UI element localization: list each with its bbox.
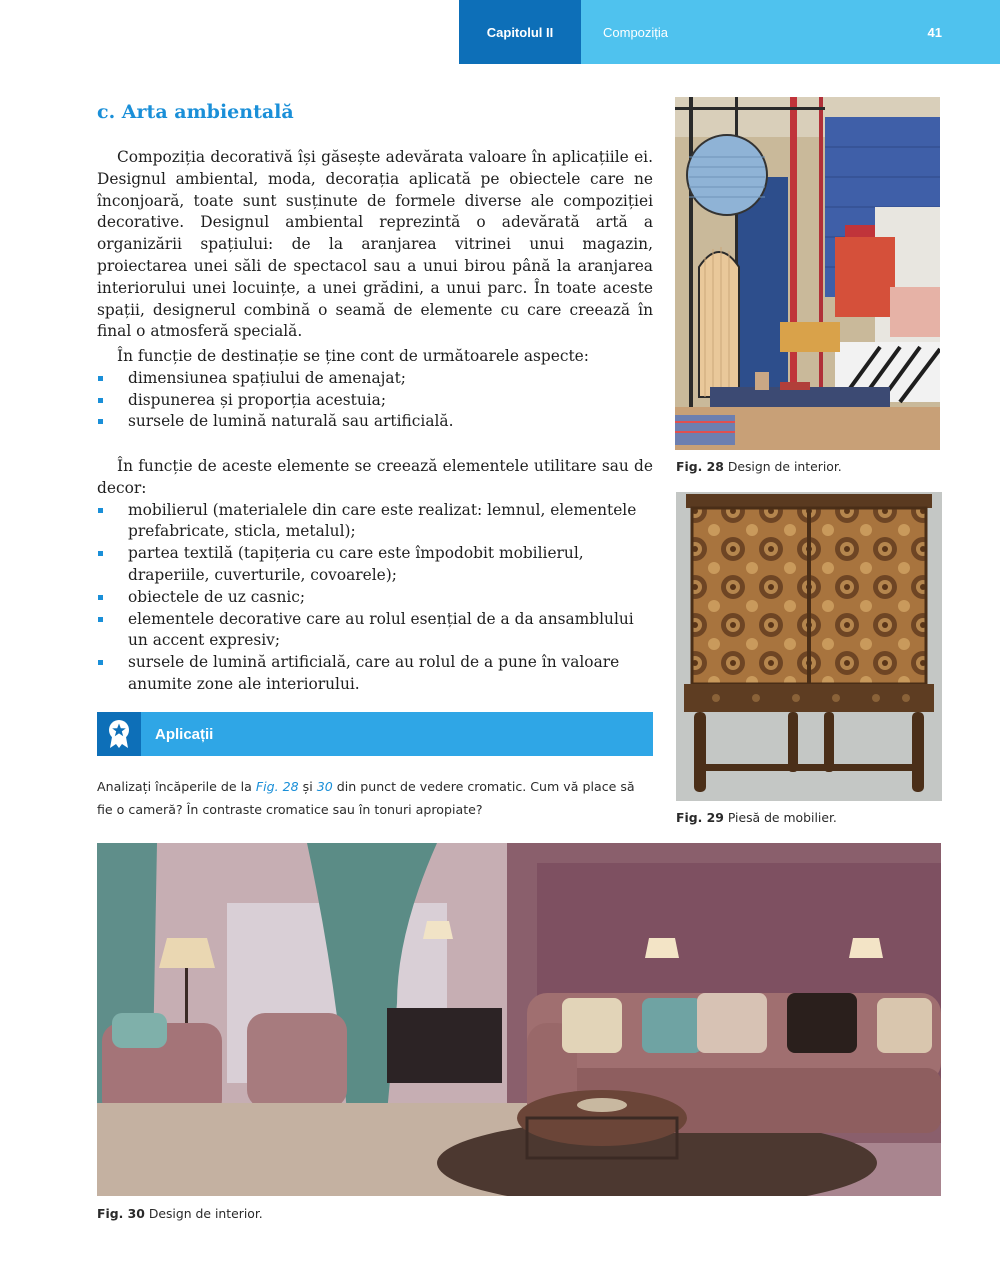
question-text-c: din punct de vedere cromatic. Cum vă place să fie o cameră? În contraste cromatice sau în tonuri apropiate? <box>97 779 635 817</box>
fig-reference: Fig. 28 <box>255 779 299 794</box>
award-ribbon-icon <box>107 719 131 749</box>
elements-list <box>97 500 653 696</box>
figure-30-caption <box>97 1206 263 1221</box>
intro-paragraph: Compoziția decorativă își găsește adevărata valoare în aplicațiile ei. Designul ambiental, moda, decorația aplicată pe obiectele care ne înconjoară, toate sunt susținute de formele diverse ale compoziției decorative. Designul ambiental reprezintă o adevărată artă a organizării spațiului: de la aranjarea vitrinei unui magazin, proiectarea unei săli de spectacol sau a unui birou până la aranjarea interiorului unei locuințe, a unei grădini, a unui parc. În toate aceste spații, designerul combină o seamă de elemente cu care creează în final o atmosferă specială. <box>97 148 653 341</box>
figure-29-caption-text: Piesă de mobilier. <box>727 810 837 825</box>
applications-icon-box <box>97 712 141 756</box>
figure-28-label: Fig. 28 <box>676 459 724 474</box>
list-item: sursele de lumină naturală sau artificială. <box>97 411 653 433</box>
chapter-topic: Compoziția <box>581 0 1000 64</box>
chapter-label: Capitolul II <box>459 0 581 64</box>
question-text-b: și <box>298 779 317 794</box>
figure-28-image <box>675 97 940 450</box>
figure-29-label: Fig. 29 <box>676 810 724 825</box>
figure-28-caption <box>676 459 842 474</box>
elements-block <box>97 456 653 696</box>
figure-30-label: Fig. 30 <box>97 1206 145 1221</box>
page-number: 41 <box>927 24 942 40</box>
applications-title: Aplicații <box>155 725 214 743</box>
figure-28-caption-text: Design de interior. <box>727 459 842 474</box>
figure-30-image <box>97 843 941 1196</box>
aspects-block <box>97 346 653 433</box>
applications-question <box>97 775 653 821</box>
list-item: dispunerea și proporția acestuia; <box>97 390 653 412</box>
list-item: elementele decorative care au rolul esențial de a da ansamblului un accent expresiv; <box>97 609 653 653</box>
figure-30-caption-text: Design de interior. <box>148 1206 263 1221</box>
figure-29-caption <box>676 810 837 825</box>
aspects-intro: În funcție de destinație se ține cont de următoarele aspecte: <box>117 347 589 365</box>
figure-29-image <box>676 492 942 801</box>
question-text-a: Analizați încăperile de la <box>97 779 256 794</box>
list-item: partea textilă (tapițeria cu care este împodobit mobilierul, draperiile, cuverturile, covoarele); <box>97 543 653 587</box>
aspects-list <box>97 368 653 433</box>
list-item: obiectele de uz casnic; <box>97 587 653 609</box>
section-title: c. Arta ambientală <box>97 101 294 123</box>
fig-reference: 30 <box>316 779 333 794</box>
list-item: sursele de lumină artificială, care au rolul de a pune în valoare anumite zone ale interiorului. <box>97 652 653 696</box>
elements-intro: În funcție de aceste elemente se creează elementele utilitare sau de decor: <box>97 457 653 497</box>
list-item: dimensiunea spațiului de amenajat; <box>97 368 653 390</box>
list-item: mobilierul (materialele din care este realizat: lemnul, elementele prefabricate, sticla, metalul); <box>97 500 653 544</box>
applications-bar <box>97 712 653 756</box>
